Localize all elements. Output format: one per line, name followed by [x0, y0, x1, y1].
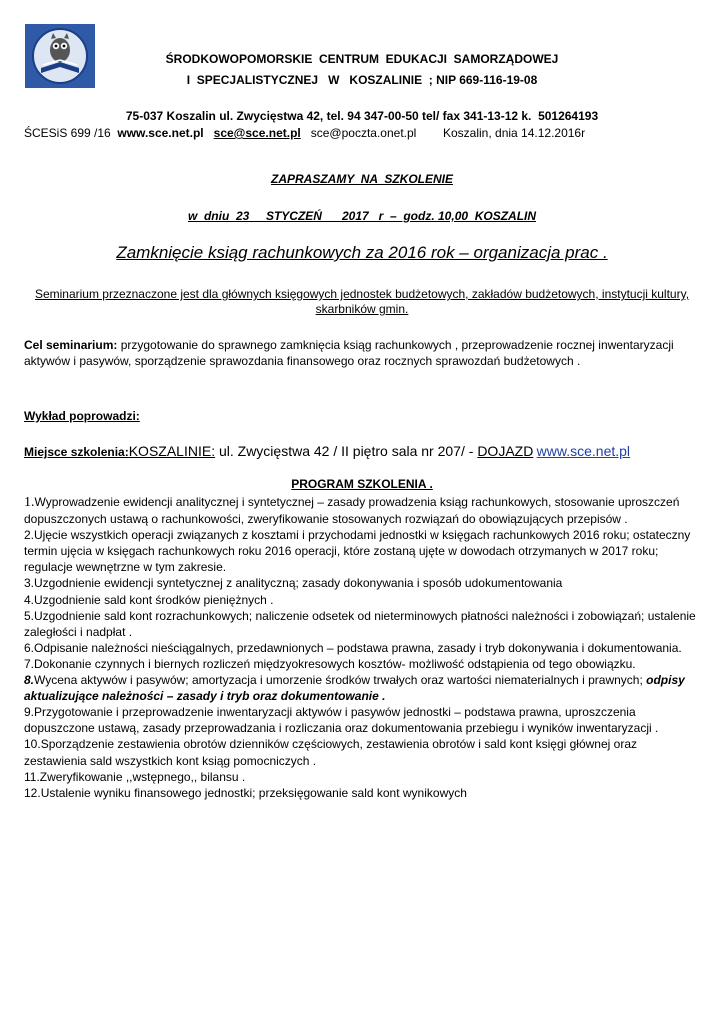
email-link-primary[interactable]: sce@sce.net.pl [213, 126, 301, 140]
list-item: 6.Odpisanie należności nieściągalnych, przedawnionych – podstawa prawna, zasady i tryb dokonywania i dokumentowania. [24, 640, 682, 655]
list-item: 3.Uzgodnienie ewidencji syntetycznej z analityczną; zasady dokonywania i sposób udokumentowania [24, 576, 563, 591]
list-item: 9.Przygotowanie i przeprowadzenie inwentaryzacji aktywów i pasywów jednostki – podstawa prawna, uproszczenia dopuszczone ustawą, zasady przeprowadzania i rozliczania oraz dokumentowania przebiegu i wyników inwentaryzacji . [24, 705, 659, 736]
list-item: 11.Zweryfikowanie ,,wstępnego,, bilansu . [24, 769, 246, 784]
event-date-line: w dniu 23 STYCZEŃ 2017 r – godz. 10,00 KOSZALIN [187, 209, 537, 223]
reference-number: ŚCESiS 699 /16 [24, 126, 111, 140]
list-item: 1.Wyprowadzenie ewidencji analitycznej i syntetycznej – zasady prowadzenia ksiąg rachunkowych, stosowanie uproszczeń dopuszczonych ustawą o rachunkowości, zweryfikowanie stosowanych rozwiązań do obowiązujących przepisów . [24, 495, 680, 527]
place-address: ul. Zwycięstwa 42 / II piętro sala nr 207/ - [215, 443, 478, 459]
place-date: Koszalin, dnia 14.12.2016r [443, 126, 586, 140]
org-address: 75-037 Koszalin ul. Zwycięstwa 42, tel. 94 347-00-50 tel/ fax 341-13-12 k. 501264193 [125, 109, 599, 123]
list-item: 12.Ustalenie wyniku finansowego jednostki; przeksięgowanie sald kont wynikowych [24, 785, 467, 800]
program-list [24, 494, 700, 801]
list-item: 5.Uzgodnienie sald kont rozrachunkowych; naliczenie odsetek od nieterminowych płatności należności i zobowiązań; ustalenie zaległości i nadpłat . [24, 608, 696, 639]
list-item: 2.Ujęcie wszystkich operacji związanych z kosztami i przychodami jednostki w księgach rachunkowych 2016 roku; ostateczny termin ujęcia w księgach rachunkowych roku 2016 operacji, które zostaną ujęte w dowodach otrzymanych w 2017 roku; regulacje wewnętrzne w tym zakresie. [24, 528, 691, 575]
directions-label: DOJAZD [477, 443, 534, 459]
website-link[interactable]: www.sce.net.pl [117, 126, 204, 140]
list-item: 8.Wycena aktywów i pasywów; amortyzacja i umorzenie środków trwałych oraz wartości niematerialnych i prawnych; odpisy aktualizujące należności – zasady i tryb oraz dokumentowanie . [24, 673, 685, 704]
org-name-line1: ŚRODKOWOPOMORSKIE CENTRUM EDUKACJI SAMORZĄDOWEJ [165, 52, 559, 66]
list-item: 7.Dokonanie czynnych i biernych rozliczeń międzyokresowych kosztów- możliwość odstąpienia od tego obowiązku. [24, 656, 636, 671]
invitation-heading: ZAPRASZAMY NA SZKOLENIE [270, 172, 453, 186]
lecturer-line [24, 408, 700, 424]
place-city: KOSZALINIE: [128, 443, 216, 459]
email-link-secondary[interactable]: sce@poczta.onet.pl [310, 126, 417, 140]
place-label: Miejsce szkolenia: [24, 445, 129, 459]
goal-text: przygotowanie do sprawnego zamknięcia ksiąg rachunkowych , przeprowadzenie rocznej inwentaryzacji aktywów i pasywów, sporządzenie sprawozdania finansowego oraz rocznych sprawozdań budżetowych . [24, 338, 674, 368]
org-name-line2: I SPECJALISTYCZNEJ W KOSZALINIE ; NIP 669-116-19-08 [186, 73, 538, 87]
seminar-title: Zamknięcie ksiąg rachunkowych za 2016 rok – organizacja prac . [116, 243, 608, 262]
audience-description: Seminarium przeznaczone jest dla głównych księgowych jednostek budżetowych, zakładów budżetowych, instytucji kultury, skarbników gmin. [34, 287, 690, 316]
directions-link[interactable]: www.sce.net.pl [536, 443, 631, 459]
list-item: 4.Uzgodnienie sald kont środków pieniężnych . [24, 592, 274, 607]
goal-label: Cel seminarium: [24, 338, 118, 352]
seminar-goal [24, 337, 700, 369]
place-line [24, 443, 700, 460]
lecturer-label: Wykład poprowadzi: [24, 409, 140, 423]
program-title: PROGRAM SZKOLENIA . [291, 477, 433, 491]
list-item: 10.Sporządzenie zestawienia obrotów dzienników częściowych, zestawienia obrotów i sald kont księgi głównej oraz zestawienia sald wszystkich kont ksiąg pomocniczych . [24, 737, 637, 768]
reference-line [24, 126, 585, 140]
